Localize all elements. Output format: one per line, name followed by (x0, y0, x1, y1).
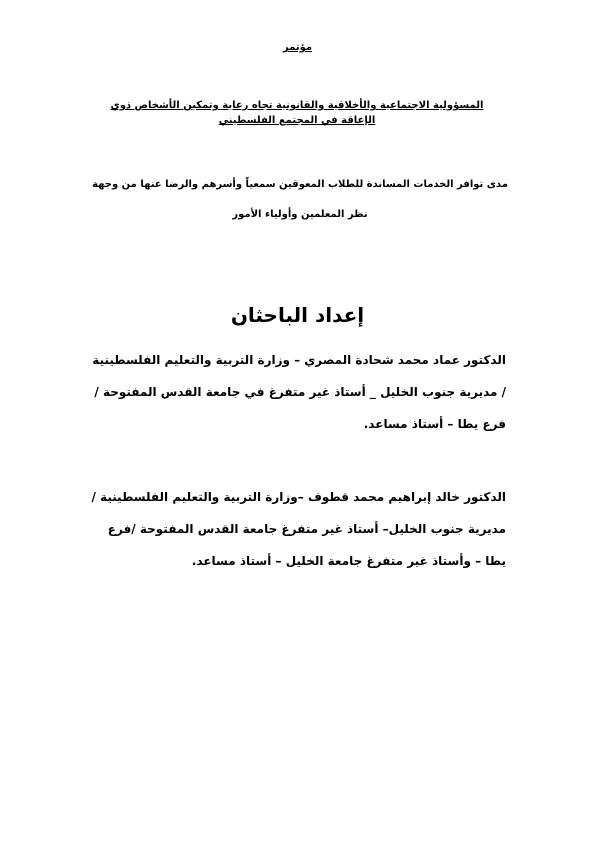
researcher-entry: الدكتور عماد محمد شحادة المصري – وزارة التربية والتعليم الفلسطينية / مديرية جنوب الخليل _ أستاذ غير متفرغ في جامعة القدس المفتوحة /فرع يطا – أستاذ مساعد. (92, 353, 506, 431)
researcher-entry: الدكتور خالد إبراهيم محمد قطوف –وزارة التربية والتعليم الفلسطينية / مديرية جنوب الخليل– أستاذ غير متفرغ جامعة القدس المفتوحة /فرع يطا – وأستاذ غير متفرغ جامعة الخليل – أستاذ مساعد. (91, 490, 506, 568)
research-subtitle: مدى توافر الخدمات المساندة للطلاب المعوقين سمعياً وأسرهم والرضا عنها من وجهة نظر المعلمين وأولياء الأمور (92, 179, 508, 220)
conference-heading: مؤتمر (282, 42, 313, 53)
prepared-by-heading: إعداد الباحثان (230, 303, 365, 327)
conference-title: المسؤولية الاجتماعية والأخلاقية والقانونية تجاه رعاية وتمكين الأشخاص ذوي الإعاقة في المجتمع الفلسطيني (110, 100, 484, 126)
